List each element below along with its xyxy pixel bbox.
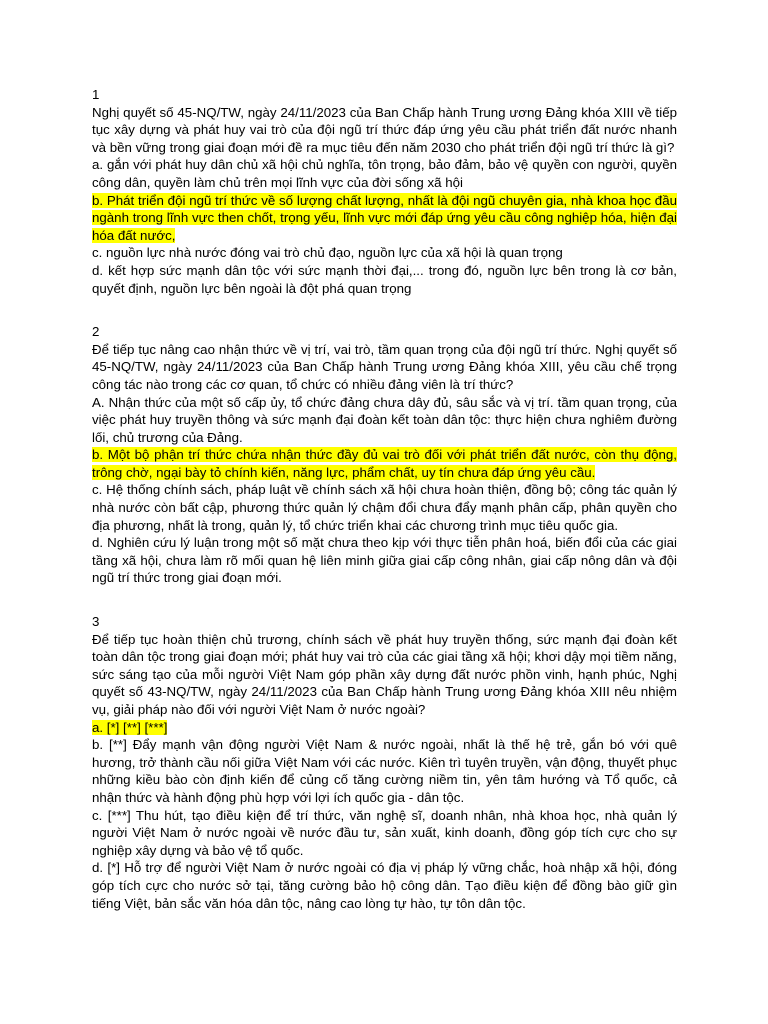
question-text: Nghị quyết số 45-NQ/TW, ngày 24/11/2023 của Ban Chấp hành Trung ương Đảng khóa XIII về tiếp tục xây dựng và phát huy vai trò của đội ngũ trí thức đáp ứng yêu cầu phát triển đất nước nhanh và bền vững trong giai đoạn mới đề ra mục tiêu đến năm 2030 cho phát triển đội ngũ trí thức là gì? bbox=[92, 104, 677, 155]
question-number: 2 bbox=[92, 324, 100, 340]
option-c bbox=[92, 807, 677, 860]
option-c bbox=[92, 481, 677, 534]
option-text: a. gắn với phát huy dân chủ xã hội chủ nghĩa, tôn trọng, bảo đảm, bảo vệ quyền con người, quyền công dân, quyền làm chủ trên mọi lĩnh vực của đời sống xã hội bbox=[92, 157, 677, 190]
option-b-highlighted bbox=[92, 446, 677, 481]
option-d bbox=[92, 262, 677, 297]
option-a bbox=[92, 156, 677, 191]
option-text: b. Một bộ phận trí thức chứa nhận thức đầy đủ vai trò đối với phát triển đất nước, còn thụ động, trông chờ, ngại bày tỏ chính kiến, năng lực, phẩm chất, uy tín chưa đáp ứng yêu cầu. bbox=[92, 447, 677, 480]
option-text: c. [***] Thu hút, tạo điều kiện để trí thức, văn nghệ sĩ, doanh nhân, nhà khoa học, nhà quản lý người Việt Nam ở nước ngoài về nước đầu tư, sản xuất, kinh doanh, đồng góp tích cực cho sự nghiệp xây dựng và bảo vệ tổ quốc. bbox=[92, 807, 677, 858]
document-page bbox=[92, 86, 677, 912]
option-text: d. kết hợp sức mạnh dân tộc với sức mạnh thời đại,... trong đó, nguồn lực bên trong là cơ bản, quyết định, nguồn lực bên ngoài là đột phá quan trọng bbox=[92, 262, 677, 296]
option-b-highlighted bbox=[92, 192, 677, 245]
question-3 bbox=[92, 613, 677, 912]
option-text: A. Nhận thức của một số cấp ủy, tổ chức đảng chưa dây đủ, sâu sắc và vị trí. tầm quan trọng, của việc phát huy truyền thông và sức mạnh đại đoàn kết toàn dân tộc: thực hiện chưa nghiêm đường lối, chủ trương của Đảng. bbox=[92, 394, 677, 445]
question-number: 1 bbox=[92, 87, 100, 102]
option-text: c. Hệ thống chính sách, pháp luật về chính sách xã hội chưa hoàn thiện, đồng bộ; công tác quản lý nhà nước còn bất cập, phương thức quản lý chậm đổi chưa đẩy mạnh phân cấp, phân quyền cho địa phương, nhất là trong, quản lý, tổ chức triển khai các chương trình mục tiêu quốc gia. bbox=[92, 482, 677, 533]
option-a bbox=[92, 394, 677, 447]
option-text: b. Phát triển đội ngũ trí thức về số lượng chất lượng, nhất là đội ngũ chuyên gia, nhà khoa học đầu ngành trong lĩnh vực then chốt, trọng yếu, lĩnh vực mới đáp ứng yêu cầu công nghiệp hóa, hiện đại hóa đất nước, bbox=[92, 192, 677, 243]
option-d bbox=[92, 534, 677, 587]
question-2 bbox=[92, 323, 677, 587]
question-1 bbox=[92, 86, 677, 297]
question-number: 3 bbox=[92, 614, 100, 630]
option-text: a. [*] [**] [***] bbox=[92, 719, 168, 735]
option-text: c. nguồn lực nhà nước đóng vai trò chủ đạo, nguồn lực của xã hội là quan trọng bbox=[92, 245, 563, 261]
option-text: d. [*] Hỗ trợ để người Việt Nam ở nước ngoài có địa vị pháp lý vững chắc, hoà nhập xã hội, đóng góp tích cực cho nước sở tại, tăng cường bảo hộ công dân. Tạo điều kiện để đồng bào giữ gìn tiếng Việt, bản sắc văn hóa dân tộc, nâng cao lòng tự hào, tự tôn dân tộc. bbox=[92, 860, 677, 911]
option-text: d. Nghiên cứu lý luận trong một số mặt chưa theo kịp với thực tiễn phân hoá, biến đổi của các giai tầng xã hội, chưa làm rõ mối quan hệ liên minh giữa giai cấp công nhân, giai cấp nông dân và đội ngũ trí thức trong giai đoạn mới. bbox=[92, 535, 677, 586]
question-text: Để tiếp tục hoàn thiện chủ trương, chính sách về phát huy truyền thống, sức mạnh đại đoàn kết toàn dân tộc trong giai đoạn mới; phát huy vai trò của các giai tầng xã hội; khơi dậy mọi tiềm năng, sức sáng tạo của mỗi người Việt Nam góp phần xây dựng đất nước phồn vinh, hạnh phúc, Nghị quyết số 43-NQ/TW, ngày 24/11/2023 của Ban Chấp hành Trung ương Đảng khóa XIII nêu nhiệm vụ, giải pháp nào đối với người Việt Nam ở nước ngoài? bbox=[92, 631, 677, 717]
question-text: Để tiếp tục nâng cao nhận thức về vị trí, vai trò, tầm quan trọng của đội ngũ trí thức. Nghị quyết số 45-NQ/TW, ngày 24/11/2023 của Ban Chấp hành Trung ương Đảng khóa XIII, yêu cầu chế trọng công tác nào trong các cơ quan, tổ chức có nhiều đảng viên là trí thức? bbox=[92, 341, 677, 392]
option-b bbox=[92, 736, 677, 806]
option-c bbox=[92, 244, 677, 262]
option-text: b. [**] Đẩy mạnh vận động người Việt Nam & nước ngoài, nhất là thế hệ trẻ, gắn bó với quê hương, trở thành cầu nối giữa Việt Nam với các nước. Kiên trì tuyên truyền, vận động, thuyết phục những kiều bào còn định kiến để củng cố tăng cường niềm tin, yên tâm hướng và Tổ quốc, cả nhận thức và hành động phù hợp với lợi ích quốc gia - dân tộc. bbox=[92, 737, 677, 805]
option-a-highlighted bbox=[92, 719, 677, 737]
option-d bbox=[92, 859, 677, 912]
